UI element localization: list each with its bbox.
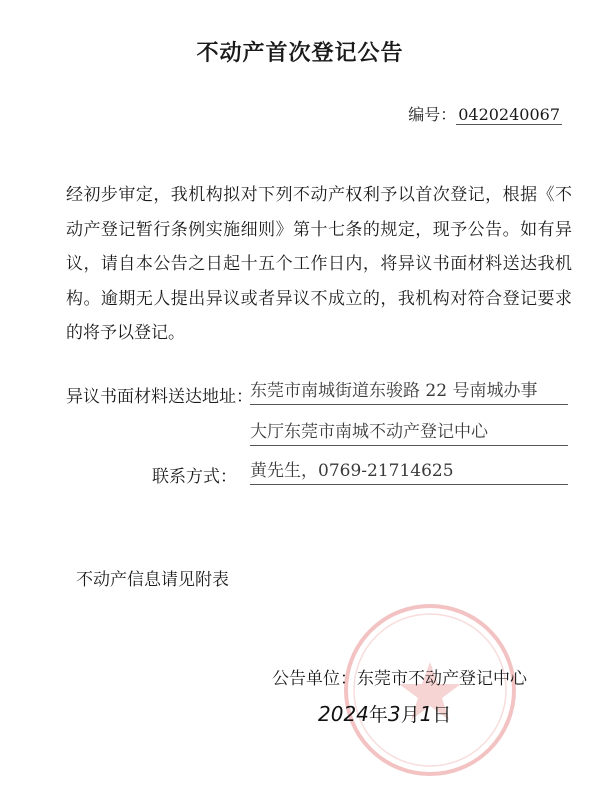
document-number-value: 0420240067 bbox=[458, 105, 560, 124]
address-line-2: 大厅东莞市南城不动产登记中心 bbox=[250, 419, 568, 446]
document-number bbox=[408, 102, 562, 125]
contact-value: 黄先生，0769-21714625 bbox=[250, 458, 568, 485]
attachment-note: 不动产信息请见附表 bbox=[76, 570, 229, 590]
page-title: 不动产首次登记公告 bbox=[196, 40, 404, 66]
date-day: 1 bbox=[419, 702, 433, 726]
date-day-suffix: 日 bbox=[432, 704, 452, 726]
date-year: 2024 bbox=[318, 702, 369, 726]
address-line-1: 东莞市南城街道东骏路 22 号南城办事 bbox=[250, 378, 568, 405]
issuer: 公告单位：东莞市不动产登记中心 bbox=[272, 669, 527, 689]
date-year-suffix: 年 bbox=[368, 704, 388, 726]
date-month: 3 bbox=[387, 702, 401, 726]
document-number-label: 编号： bbox=[408, 105, 457, 124]
issue-date bbox=[318, 700, 451, 727]
date-month-suffix: 月 bbox=[400, 704, 420, 726]
address-label: 异议书面材料送达地址： bbox=[66, 387, 253, 407]
announcement-body: 经初步审定，我机构拟对下列不动产权利予以首次登记，根据《不动产登记暂行条例实施细则》第十七条的规定，现予公告。如有异议，请自本公告之日起十五个工作日内，将异议书面材料送达我机构。逾期无人提出异议或者异议不成立的，我机构对符合登记要求的将予以登记。 bbox=[66, 185, 572, 343]
contact-label: 联系方式： bbox=[152, 467, 237, 487]
official-seal bbox=[340, 600, 520, 780]
